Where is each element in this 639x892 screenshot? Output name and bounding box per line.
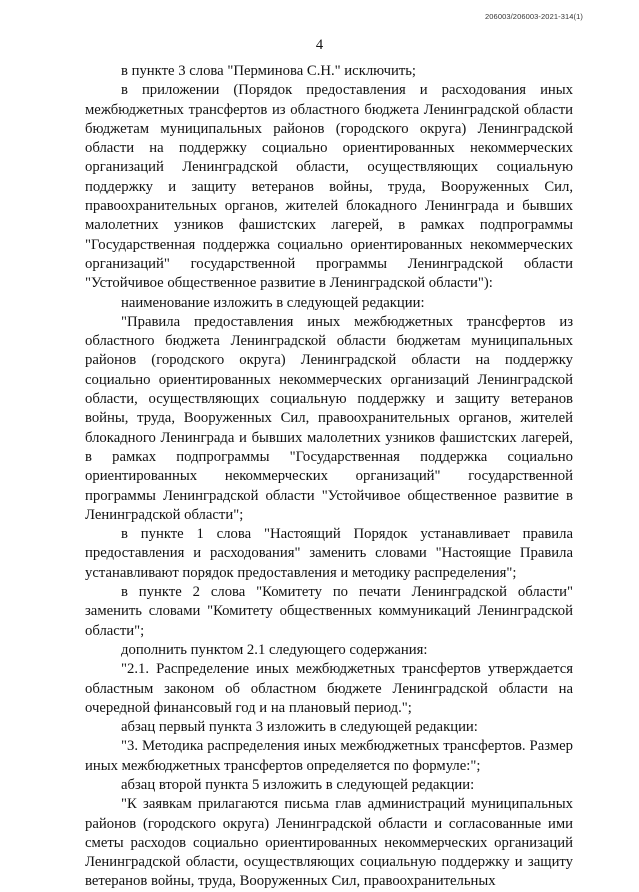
document-registration-number: 206003/206003-2021-314(1): [485, 12, 583, 21]
paragraph-appendix-intro: в приложении (Порядок предоставления и расходования иных межбюджетных трансфертов из областного бюджета Ленинградской области бюджетам муниципальных районов (городского округа) Ленинградской области на поддержку социально ориентированных некоммерческих организаций Ленинградской области, осуществляющих социальную поддержку и защиту ветеранов войны, труда, Вооруженных Сил, правоохранительных органов, жителей блокадного Ленинграда и бывших малолетних узников фашистских лагерей, в рамках подпрограммы "Государственная поддержка социально ориентированных некоммерческих организаций" государственной программы Ленинградской области "Устойчивое общественное развитие в Ленинградской области"):: [85, 82, 573, 292]
page-number: 4: [315, 37, 324, 53]
paragraph-item-5-second-clause: абзац второй пункта 5 изложить в следующей редакции:: [121, 776, 475, 793]
paragraph-item-3-exclusion: в пункте 3 слова "Перминова С.Н." исключить;: [121, 63, 417, 79]
document-body: [85, 62, 573, 892]
paragraph-item-3-first-clause: абзац первый пункта 3 изложить в следующей редакции:: [121, 719, 478, 736]
paragraph-item-5-text: "К заявкам прилагаются письма глав администраций муниципальных районов (городского округа) Ленинградской области и согласованные ими сметы расходов социально ориентированных некоммерческих организаций Ленинградской области, осуществляющих социальную поддержку и защиту ветеранов войны, труда, Вооруженных Сил, правоохранительных: [85, 796, 573, 890]
paragraph-item-3-text: "3. Методика распределения иных межбюджетных трансфертов. Размер иных межбюджетных трансфертов определяется по формуле:";: [85, 738, 573, 774]
paragraph-item-2-change: в пункте 2 слова "Комитету по печати Ленинградской области" заменить словами "Комитету общественных коммуникаций Ленинградской области";: [85, 584, 573, 639]
paragraph-new-title: "Правила предоставления иных межбюджетных трансфертов из областного бюджета Ленинградской области бюджетам муниципальных районов (городского округа) Ленинградской области на поддержку социально ориентированных некоммерческих организаций Ленинградской области, осуществляющих социальную поддержку и защиту ветеранов войны, труда, Вооруженных Сил, правоохранительных органов, жителей блокадного Ленинграда и бывших малолетних узников фашистских лагерей, в рамках подпрограммы "Государственная поддержка социально ориентированных некоммерческих организаций" государственной программы Ленинградской области "Устойчивое общественное развитие в Ленинградской области";: [85, 313, 573, 523]
paragraph-title-change: наименование изложить в следующей редакции:: [121, 294, 425, 311]
paragraph-item-2-1-text: "2.1. Распределение иных межбюджетных трансфертов утверждается областным законом об областном бюджете Ленинградской области на очередной финансовый год и на плановый период.";: [85, 661, 573, 716]
paragraph-add-item-2-1: дополнить пунктом 2.1 следующего содержания:: [121, 641, 428, 658]
paragraph-item-1-change: в пункте 1 слова "Настоящий Порядок устанавливает правила предоставления и расходования" заменить словами "Настоящие Правила устанавливают порядок предоставления и методику распределения";: [85, 526, 573, 581]
